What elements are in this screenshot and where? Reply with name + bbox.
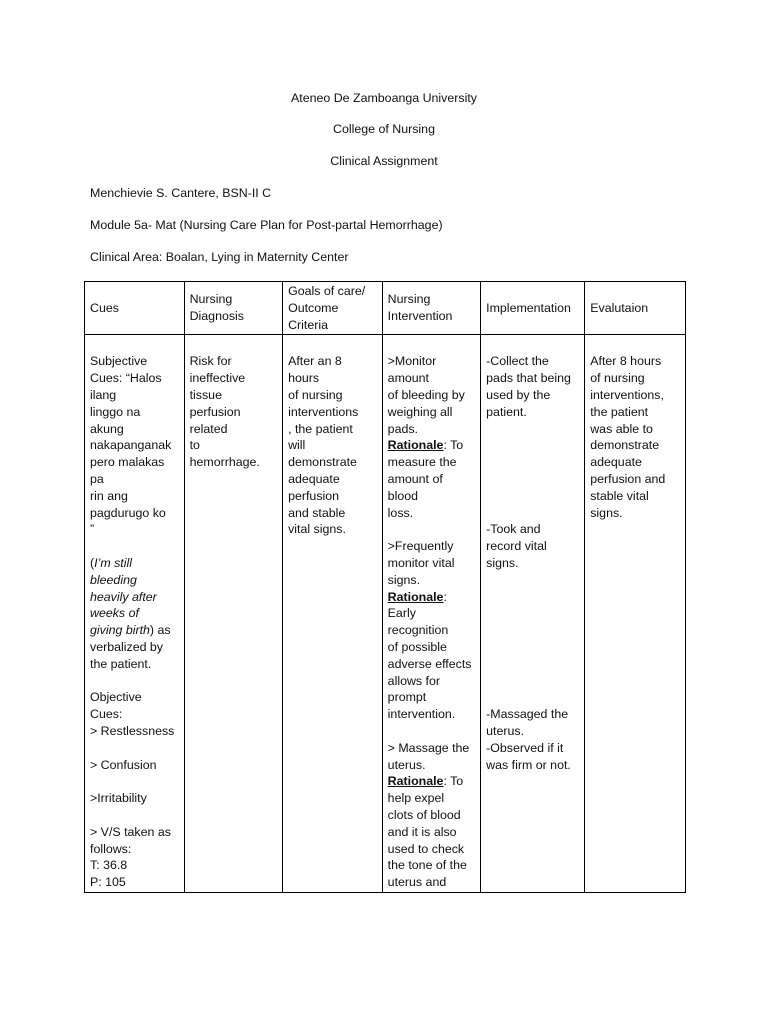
cell-evaluation: After 8 hours of nursing interventions, the patient was able to demonstrate adequate perfusion and stable vital signs. xyxy=(585,335,686,893)
university-name: Ateneo De Zamboanga University xyxy=(291,91,477,105)
rationale-label: Rationale xyxy=(387,589,444,604)
header-nursing-diagnosis: Nursing Diagnosis xyxy=(184,282,282,335)
rationale-label: Rationale xyxy=(387,438,444,453)
header-cues: Cues xyxy=(85,282,185,335)
assignment-title: Clinical Assignment xyxy=(330,154,438,168)
cell-goals: After an 8 hours of nursing interventions , the patient will demonstrate adequate perfusion and stable vital signs. xyxy=(283,335,383,893)
student-name: Menchievie S. Cantere, BSN-II C xyxy=(90,186,272,200)
clinical-area: Clinical Area: Boalan, Lying in Maternity Center xyxy=(90,250,349,264)
table-header-row xyxy=(85,282,686,335)
header-evaluation: Evalutaion xyxy=(585,282,686,335)
cell-implementation: -Collect the pads that being used by the patient. -Took and record vital signs. -Massaged the uterus. -Observed if it was firm or not. xyxy=(481,335,585,893)
table-row xyxy=(85,335,686,893)
cell-cues: Subjective Cues: “Halos ilang linggo na akung nakapanganak pero malakas pa rin ang pagdurugo ko ” (I’m still bleeding heavily after weeks of giving birth) as verbalized by the patient. Objective Cues: > Restlessness > Confusion >Irritability > V/S taken as follows: T: 36.8 P: 105 xyxy=(85,335,185,893)
cell-nursing-diagnosis: Risk for ineffective tissue perfusion related to hemorrhage. xyxy=(184,335,282,893)
cell-nursing-intervention: >Monitor amount of bleeding by weighing all pads. Rationale: To measure the amount of blood loss. >Frequently monitor vital signs. Rationale: Early recognition of possible adverse effects allows for prompt intervention. > Massage the uterus. Rationale: To help expel clots of blood and it is also used to check the tone of the uterus and xyxy=(382,335,480,893)
header-goals: Goals of care/ Outcome Criteria xyxy=(283,282,383,335)
header-implementation: Implementation xyxy=(481,282,585,335)
header-nursing-intervention: Nursing Intervention xyxy=(382,282,480,335)
rationale-label: Rationale xyxy=(387,774,444,789)
module-title: Module 5a- Mat (Nursing Care Plan for Post-partal Hemorrhage) xyxy=(90,218,443,232)
college-name: College of Nursing xyxy=(333,122,435,136)
nursing-care-plan-table xyxy=(84,281,686,893)
